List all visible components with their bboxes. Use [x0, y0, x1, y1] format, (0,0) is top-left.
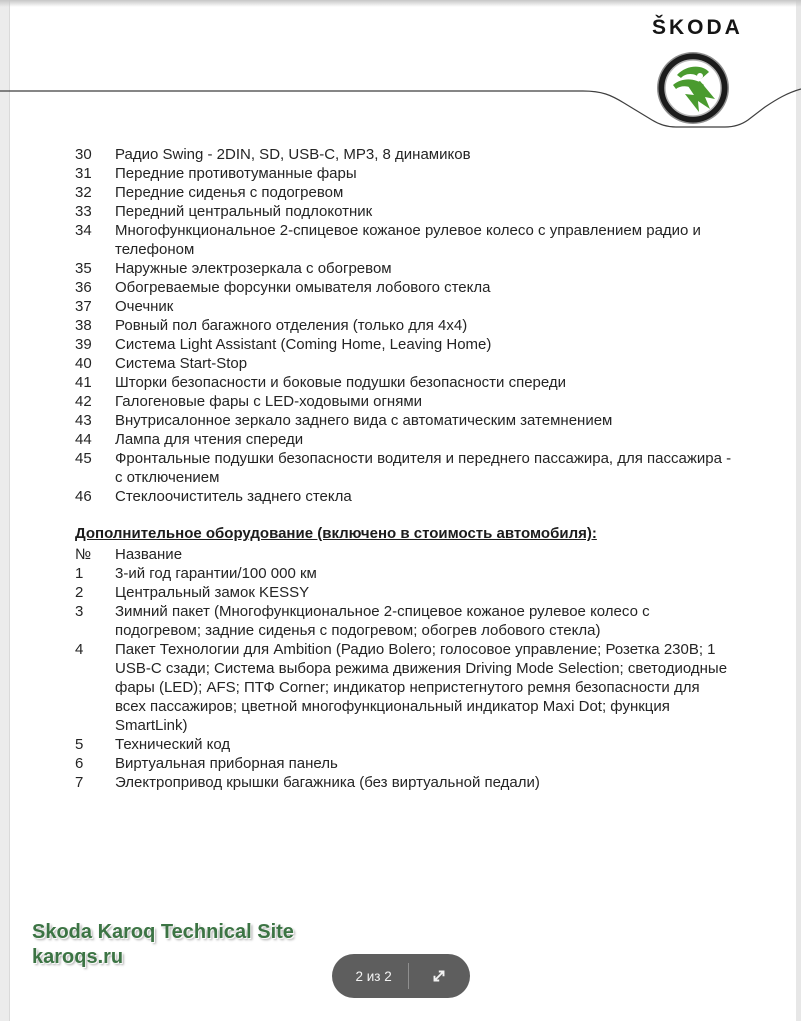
list-item — [10, 354, 750, 373]
item-text: Пакет Технологии для Ambition (Радио Bolero; голосовое управление; Розетка 230В; 1 USB-C сзади; Система выбора режима движения Driving Mode Selection; светодиодные фары (LED); AFS; ПТФ Corner; индикатор непристегнутого ремня безопасности для всех пассажиров; цветной многофункциональный индикатор Maxi Dot; функция SmartLink) — [115, 641, 728, 734]
item-text: Виртуальная приборная панель — [115, 755, 338, 772]
list-item — [10, 564, 750, 583]
item-text: Передний центральный подлокотник — [115, 203, 373, 220]
list-item — [10, 411, 750, 430]
list-item — [10, 183, 750, 202]
item-number: 4 — [75, 641, 84, 658]
list-item — [10, 164, 750, 183]
list-item — [10, 602, 750, 640]
list-item — [10, 487, 750, 506]
item-text: Очечник — [115, 298, 174, 315]
item-number: 45 — [75, 450, 92, 467]
skoda-wordmark: ŠKODA — [652, 16, 743, 39]
item-number: 44 — [75, 431, 92, 448]
list-item — [10, 145, 750, 164]
item-text: Электропривод крышки багажника (без виртуальной педали) — [115, 774, 540, 791]
item-number: 36 — [75, 279, 92, 296]
item-number: 37 — [75, 298, 92, 315]
item-text: Передние сиденья с подогревом — [115, 184, 344, 201]
item-text: Лампа для чтения спереди — [115, 431, 304, 448]
item-number: 41 — [75, 374, 92, 391]
item-text: Стеклоочиститель заднего стекла — [115, 488, 352, 505]
page-header — [0, 0, 801, 145]
item-number: 38 — [75, 317, 92, 334]
site-footer — [32, 920, 294, 970]
pager-pill — [332, 954, 470, 998]
item-text: Внутрисалонное зеркало заднего вида с автоматическим затемнением — [115, 412, 613, 429]
section-title: Дополнительное оборудование (включено в стоимость автомобиля): — [75, 525, 597, 542]
item-text: Технический код — [115, 736, 231, 753]
item-text: Многофункциональное 2-спицевое кожаное рулевое колесо с управлением радио и телефоном — [115, 222, 701, 258]
item-number: 2 — [75, 584, 84, 601]
item-text: Шторки безопасности и боковые подушки безопасности спереди — [115, 374, 567, 391]
list-item — [10, 583, 750, 602]
item-number: 46 — [75, 488, 92, 505]
item-text: Система Start-Stop — [115, 355, 248, 372]
expand-diagonal-arrow-icon — [429, 966, 449, 986]
list-item — [10, 392, 750, 411]
list-item — [10, 316, 750, 335]
item-text: Ровный пол багажного отделения (только для 4x4) — [115, 317, 468, 334]
item-number: 7 — [75, 774, 84, 791]
item-text: Система Light Assistant (Coming Home, Leaving Home) — [115, 336, 492, 353]
list-item — [10, 640, 750, 735]
skoda-logo-icon — [656, 51, 730, 125]
column-header-num: № — [75, 546, 92, 563]
item-number: 42 — [75, 393, 92, 410]
list-item — [10, 297, 750, 316]
item-text: Центральный замок KESSY — [115, 584, 310, 601]
list-item — [10, 449, 750, 487]
item-text: Наружные электрозеркала с обогревом — [115, 260, 392, 277]
item-number: 1 — [75, 565, 84, 582]
column-header-name: Название — [115, 546, 183, 563]
list-item — [10, 221, 750, 259]
page-right-edge — [796, 0, 801, 1021]
item-number: 6 — [75, 755, 84, 772]
item-text: Радио Swing - 2DIN, SD, USB-C, MP3, 8 динамиков — [115, 146, 471, 163]
list-item — [10, 335, 750, 354]
item-number: 43 — [75, 412, 92, 429]
footer-site-name: Skoda Karoq Technical Site — [32, 921, 294, 943]
item-text: Галогеновые фары с LED-ходовыми огнями — [115, 393, 423, 410]
item-text: Зимний пакет (Многофункциональное 2-спицевое кожаное рулевое колесо с подогревом; задние сиденья с подогревом; обогрев лобового стекла) — [115, 603, 650, 639]
additional-equipment-list — [10, 564, 750, 792]
item-number: 5 — [75, 736, 84, 753]
item-number: 3 — [75, 603, 84, 620]
list-item — [10, 735, 750, 754]
expand-button[interactable] — [422, 959, 456, 993]
list-item — [10, 202, 750, 221]
item-text: Фронтальные подушки безопасности водителя и переднего пассажира, для пассажира - с отключением — [115, 450, 732, 486]
item-number: 39 — [75, 336, 92, 353]
item-number: 33 — [75, 203, 92, 220]
item-number: 34 — [75, 222, 92, 239]
item-text: 3-ий год гарантии/100 000 км — [115, 565, 317, 582]
list-item — [10, 773, 750, 792]
item-number: 40 — [75, 355, 92, 372]
page-indicator: 2 из 2 — [355, 968, 392, 984]
column-header-row — [10, 545, 750, 564]
list-item — [10, 259, 750, 278]
pager-divider — [408, 963, 409, 989]
item-text: Передние противотуманные фары — [115, 165, 357, 182]
list-item — [10, 373, 750, 392]
item-number: 31 — [75, 165, 92, 182]
list-item — [10, 754, 750, 773]
list-item — [10, 430, 750, 449]
footer-site-url: karoqs.ru — [32, 946, 124, 968]
item-text: Обогреваемые форсунки омывателя лобового стекла — [115, 279, 491, 296]
list-item — [10, 278, 750, 297]
item-number: 35 — [75, 260, 92, 277]
equipment-list-continued — [10, 145, 750, 506]
item-number: 32 — [75, 184, 92, 201]
item-number: 30 — [75, 146, 92, 163]
page-content — [10, 145, 750, 792]
